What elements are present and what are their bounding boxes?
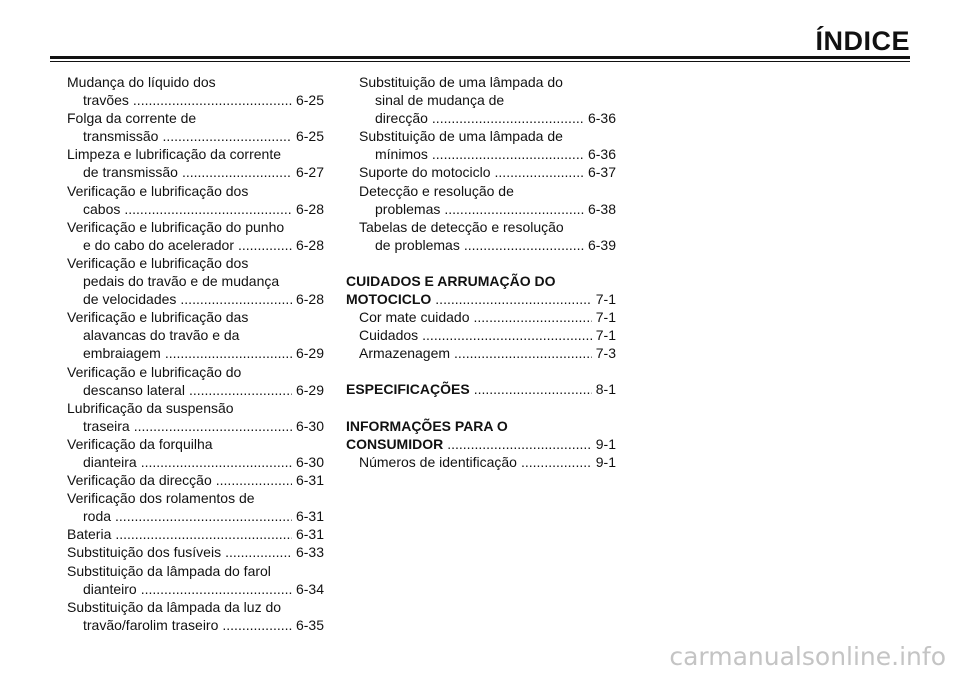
toc-entry-leader-row [359,344,616,362]
toc-entry [67,218,324,254]
page-number: 6-37 [587,164,616,181]
toc-section [346,417,616,453]
toc-entry [346,308,616,326]
toc-entry-text: Verificação e lubrificação das [67,309,249,326]
dot-leader [474,380,592,398]
dot-leader [521,453,592,471]
toc-entry-text: Verificação e lubrificação dos [67,182,249,199]
toc-entry-leader-row [67,525,324,543]
page-title: ÍNDICE [815,26,910,56]
toc-entry-text: Limpeza e lubrificação da corrente [67,146,282,163]
toc-entry-text: Substituição da lâmpada da luz do [67,598,282,615]
toc-entry-text: mínimos [375,146,428,163]
page-number: 6-25 [295,128,324,145]
page-number: 7-1 [595,291,616,308]
toc-entry [67,254,324,308]
dot-leader [444,200,584,218]
toc-entry-text: Armazenagem [359,345,451,362]
toc-section [346,272,616,308]
toc-entry-text: sinal de mudança de [375,92,505,109]
page-number: 6-25 [295,92,324,109]
toc-entry-leader-row [346,435,616,453]
page-number: 7-1 [595,327,616,344]
toc-entry-text: descanso lateral [83,381,185,398]
toc-entry-leader-row [67,290,324,308]
dot-leader [134,417,292,435]
toc-column-left [67,73,324,634]
toc-section [346,380,616,398]
dot-leader [238,236,292,254]
toc-entry [346,182,616,218]
toc-entry-text: transmissão [83,128,159,145]
toc-entry-leader-row [359,308,616,326]
dot-leader [115,507,292,525]
toc-entry-leader-row [67,200,324,218]
toc-entry-text: Verificação dos rolamentos de [67,490,255,507]
dot-leader [447,435,592,453]
section-spacer [346,399,616,417]
dot-leader [222,616,292,634]
section-spacer [346,254,616,272]
dot-leader [115,525,292,543]
toc-entry [346,453,616,471]
toc-entry-text: traseira [83,417,130,434]
page-number: 6-36 [587,146,616,163]
dot-leader [182,163,292,181]
page-number: 6-39 [587,236,616,253]
toc-entry [346,127,616,163]
toc-entry [67,598,324,634]
page-number: 6-31 [295,508,324,525]
toc-entry-leader-row [359,109,616,127]
toc-entry-text: travões [83,92,129,109]
dot-leader [432,109,584,127]
toc-entry-leader-row [67,163,324,181]
section-heading: ESPECIFICAÇÕES [346,381,470,398]
toc-entry-leader-row [67,471,324,489]
toc-entry [346,218,616,254]
toc-entry-text: Substituição dos fusíveis [67,544,222,561]
toc-entry [346,344,616,362]
toc-entry [67,145,324,181]
toc-entry [67,543,324,561]
toc-entry-text: pedais do travão e de mudança [83,273,280,290]
toc-entry-leader-row [359,453,616,471]
page-number: 6-33 [295,544,324,561]
toc-entry-text: de problemas [375,236,460,253]
toc-entry-leader-row [67,453,324,471]
toc-entry-text: Verificação da direcção [67,472,212,489]
page-number: 6-38 [587,200,616,217]
dot-leader [141,580,292,598]
toc-entry [67,435,324,471]
toc-entry-leader-row [67,507,324,525]
toc-entry-text: alavancas do travão e da [83,327,240,344]
page-number: 9-1 [595,435,616,452]
toc-entry-text: roda [83,508,112,525]
page-number: 6-28 [295,200,324,217]
toc-entry-leader-row [67,344,324,362]
page-number: 6-30 [295,417,324,434]
section-heading: INFORMAÇÕES PARA O [346,417,508,434]
toc-entry-text: Suporte do motociclo [359,164,491,181]
toc-entry-text: Bateria [67,526,112,543]
dot-leader [432,145,584,163]
header-rule-thick [50,56,910,59]
dot-leader [435,290,591,308]
page-number: 6-29 [295,345,324,362]
dot-leader [189,381,292,399]
dot-leader [133,91,292,109]
toc-entry [67,562,324,598]
toc-entry-text: cabos [83,200,121,217]
page-number: 6-27 [295,164,324,181]
page-number: 6-30 [295,453,324,470]
page-number: 6-34 [295,580,324,597]
page-number: 6-31 [295,526,324,543]
section-heading: MOTOCICLO [346,291,432,308]
toc-entry-leader-row [359,236,616,254]
dot-leader [165,344,292,362]
toc-entry [67,182,324,218]
toc-entry-leader-row [67,543,324,561]
dot-leader [180,290,292,308]
page-number: 6-36 [587,110,616,127]
toc-entry-text: Substituição da lâmpada do farol [67,562,271,579]
toc-entry-text: direcção [375,110,428,127]
toc-entry [346,163,616,181]
toc-entry-leader-row [67,236,324,254]
toc-entry-leader-row [67,127,324,145]
dot-leader [141,453,292,471]
toc-column-right [346,73,616,471]
toc-entry-text: Substituição de uma lâmpada do [359,74,563,90]
toc-entry-leader-row [346,380,616,398]
page-number: 6-29 [295,381,324,398]
toc-entry-text: Verificação e lubrificação do punho [67,218,285,235]
toc-entry-leader-row [359,145,616,163]
toc-entry-leader-row [359,326,616,344]
dot-leader [464,236,584,254]
toc-entry [346,73,616,127]
page-number: 9-1 [595,453,616,470]
toc-entry-leader-row [67,381,324,399]
dot-leader [162,127,292,145]
page-number: 7-3 [595,345,616,362]
toc-entry [67,525,324,543]
toc-entry-text: travão/farolim traseiro [83,616,219,633]
toc-entry [67,73,324,109]
toc-entry-text: Verificação da forquilha [67,435,213,452]
toc-entry [67,308,324,362]
toc-entry-text: Verificação e lubrificação do [67,363,242,380]
toc-entry-text: Cor mate cuidado [359,309,470,326]
toc-entry-text: embraiagem [83,345,161,362]
toc-entry-text: Lubrificação da suspensão [67,399,234,416]
page-number: 6-28 [295,236,324,253]
toc-entry-text: problemas [375,200,441,217]
toc-entry [67,109,324,145]
toc-entry-leader-row [346,290,616,308]
toc-entry-text: Tabelas de detecção e resolução [359,218,564,235]
toc-entry-leader-row [359,163,616,181]
toc-entry-text: de transmissão [83,164,178,181]
toc-entry-text: e do cabo do acelerador [83,236,234,253]
dot-leader [422,326,592,344]
toc-entry-text: Detecção e resolução de [359,182,514,199]
page-number: 6-35 [295,616,324,633]
toc-entry-text: Substituição de uma lâmpada de [359,128,563,145]
page-number: 8-1 [595,381,616,398]
toc-entry [67,471,324,489]
toc-entry-leader-row [359,200,616,218]
toc-entry-leader-row [67,91,324,109]
section-heading: CUIDADOS E ARRUMAÇÃO DO [346,272,556,289]
toc-entry-text: Verificação e lubrificação dos [67,254,249,271]
page-number: 6-31 [295,472,324,489]
toc-entry-leader-row [67,616,324,634]
toc-entry [67,399,324,435]
dot-leader [124,200,292,218]
toc-entry [67,489,324,525]
watermark-text: carmanualsonline.info [669,642,946,671]
toc-entry-text: Folga da corrente de [67,110,197,127]
section-heading: CONSUMIDOR [346,435,444,452]
dot-leader [454,344,592,362]
toc-entry-text: dianteiro [83,580,137,597]
page-number: 6-28 [295,291,324,308]
toc-entry-text: Cuidados [359,327,419,344]
dot-leader [225,543,292,561]
toc-entry-leader-row [67,417,324,435]
toc-entry-leader-row [67,580,324,598]
toc-entry-text: Números de identificação [359,453,517,470]
toc-entry [346,326,616,344]
section-spacer [346,362,616,380]
dot-leader [216,471,292,489]
toc-entry [67,363,324,399]
page-number: 7-1 [595,309,616,326]
dot-leader [495,163,584,181]
toc-entry-text: de velocidades [83,291,177,308]
header-rule-thin [50,61,910,62]
toc-entry-text: dianteira [83,453,137,470]
dot-leader [474,308,592,326]
toc-entry-text: Mudança do líquido dos [67,74,216,90]
